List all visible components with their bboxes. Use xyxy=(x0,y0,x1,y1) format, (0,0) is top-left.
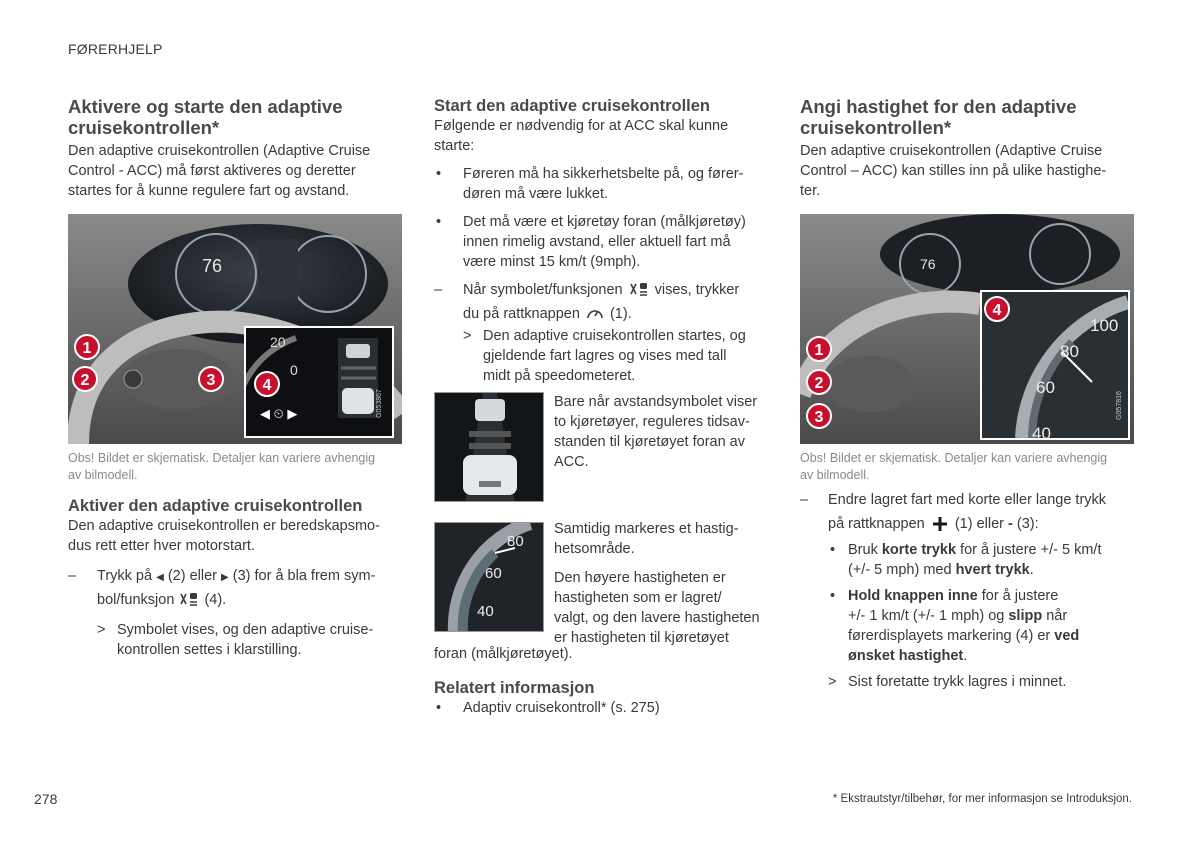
related-title: Relatert informasjon xyxy=(434,679,595,697)
footer-note: * Ekstrautstyr/tilbehør, for mer informasjon se Introduksjon. xyxy=(832,793,1132,805)
result-line: kontrollen settes i klarstilling. xyxy=(117,642,302,659)
col1-intro-line: startes for å kunne regulere fart og avstand. xyxy=(68,183,350,199)
step-text: du på rattknappen xyxy=(463,306,580,323)
step-text: (1). xyxy=(609,306,632,323)
col3-bullet-2 xyxy=(800,586,1140,666)
figure-distance-display xyxy=(434,392,544,502)
bullet-mark: • xyxy=(436,700,442,716)
col2-title: Start den adaptive cruisekontrollen xyxy=(434,97,710,115)
col1-subsection xyxy=(68,496,404,660)
callout-3: 3 xyxy=(198,366,224,392)
col3-result xyxy=(800,672,1140,692)
col1-result xyxy=(68,620,404,660)
fig3-line: er hastigheten til kjøretøyet xyxy=(554,630,729,646)
gauge-tick-80: 80 xyxy=(1060,342,1079,361)
bullet-mark: • xyxy=(830,542,836,558)
step-text: (1) eller xyxy=(954,516,1004,532)
speedometer-button-icon xyxy=(584,304,606,324)
gauge-tick-60: 60 xyxy=(485,565,502,582)
col3-intro-line: ter. xyxy=(800,183,821,199)
bullet-text: . xyxy=(963,648,968,664)
col1-intro-line: Den adaptive cruisekontrollen (Adaptive Cruise xyxy=(68,143,371,159)
result-mark: > xyxy=(463,328,472,345)
bullet-text: når xyxy=(1046,608,1068,624)
minus-icon: - xyxy=(1008,516,1013,532)
bullet-text: for å justere xyxy=(981,588,1059,604)
section-header: FØRERHJELP xyxy=(68,41,163,57)
col3-instructions xyxy=(800,490,1140,692)
bullet-line: døren må være lukket. xyxy=(463,186,609,202)
caption-line: Obs! Bildet er skjematisk. Detaljer kan variere avhengig xyxy=(800,451,1108,465)
caption-line: Obs! Bildet er skjematisk. Detaljer kan variere avhengig xyxy=(68,451,376,465)
step-text: (4). xyxy=(204,592,227,608)
figure-steering-wheel-acc xyxy=(68,214,402,444)
step-text: bol/funksjon xyxy=(97,592,175,608)
fig3-description-2 xyxy=(554,568,774,648)
inset-speed-bottom: 0 xyxy=(290,362,298,378)
bullet-text: . xyxy=(1029,562,1034,578)
caption-line: av bilmodell. xyxy=(800,468,870,482)
related-info xyxy=(434,678,770,718)
figure-id: G053867 xyxy=(376,389,384,418)
related-link[interactable]: Adaptiv cruisekontroll* (s. 275) xyxy=(463,700,660,716)
dash-mark: – xyxy=(800,492,809,508)
fig3-description xyxy=(554,519,774,648)
bullet-text-bold: ved xyxy=(1054,628,1080,644)
bullet-text-bold: hvert trykk xyxy=(955,562,1030,578)
step-text: Trykk på xyxy=(97,568,153,584)
callout-4: 4 xyxy=(254,371,280,397)
fig2-line: to kjøretøyer, reguleres tidsav- xyxy=(554,414,750,430)
col2-step xyxy=(434,280,770,324)
col2-intro-line: starte: xyxy=(434,138,475,154)
column-start xyxy=(434,96,770,386)
step-text: vises, trykker xyxy=(654,282,740,298)
bullet-text-bold: ønsket hastighet xyxy=(848,648,964,664)
result-line: midt på speedometeret. xyxy=(483,368,636,385)
col1-intro-line: Control - ACC) må først aktiveres og deretter xyxy=(68,163,356,179)
bullet-text: førerdisplayets markering (4) er xyxy=(848,628,1051,644)
col1-sub-intro-line: Den adaptive cruisekontrollen er beredskapsmo- xyxy=(68,518,380,534)
result-line: Symbolet vises, og den adaptive cruise- xyxy=(117,622,374,639)
fig2-description xyxy=(554,392,774,472)
inset-speed-top: 20 xyxy=(270,334,286,350)
fig3-line: hastigheten som er lagret/ xyxy=(554,590,722,606)
col1-title: Aktivere og starte den adaptive cruisekontrollen* xyxy=(68,96,343,138)
result-mark: > xyxy=(97,622,106,639)
col1-intro xyxy=(68,141,404,201)
result-mark: > xyxy=(828,674,837,690)
callout-3: 3 xyxy=(806,403,832,429)
col2-bullet-2 xyxy=(434,212,770,272)
figure-speed-readout: 76 xyxy=(202,256,223,276)
callout-2: 2 xyxy=(806,369,832,395)
column-activate xyxy=(68,96,404,201)
gauge-tick-40: 40 xyxy=(477,603,494,620)
gauge-tick-100: 100 xyxy=(1090,316,1119,335)
column-set-speed xyxy=(800,96,1136,201)
right-arrow-icon: ▶ xyxy=(221,572,229,583)
fig3-line: valgt, og den lavere hastigheten xyxy=(554,610,760,626)
col1-caption xyxy=(68,450,375,484)
plus-icon xyxy=(929,515,951,533)
col2-result xyxy=(434,326,770,386)
related-item[interactable] xyxy=(434,698,770,718)
bullet-text-bold: korte trykk xyxy=(881,542,957,558)
fig2-line: standen til kjøretøyet foran av xyxy=(554,434,745,450)
col3-intro-line: Control – ACC) kan stilles inn på ulike hastighe- xyxy=(800,163,1107,179)
bullet-text: (+/- 5 mph) med xyxy=(848,562,952,578)
bullet-mark: • xyxy=(436,214,442,230)
col3-intro-line: Den adaptive cruisekontrollen (Adaptive Cruise xyxy=(800,143,1103,159)
fig2-line: Bare når avstandsymbolet viser xyxy=(554,394,758,410)
col1-step xyxy=(68,566,404,610)
bullet-text: for å justere +/- 5 km/t xyxy=(960,542,1102,558)
bullet-line: være minst 15 km/t (9mph). xyxy=(463,254,641,270)
col1-sub-title: Aktiver den adaptive cruisekontrollen xyxy=(68,497,363,515)
distance-cars-illustration xyxy=(435,393,544,502)
fig2-line: ACC. xyxy=(554,454,589,470)
result-line: gjeldende fart lagres og vises med tall xyxy=(483,348,727,365)
bullet-line: Føreren må ha sikkerhetsbelte på, og fører- xyxy=(463,166,744,182)
step-text: (2) eller xyxy=(167,568,217,584)
gauge-tick-60: 60 xyxy=(1036,378,1055,397)
bullet-mark: • xyxy=(436,166,442,182)
callout-1: 1 xyxy=(74,334,100,360)
step-text: (3) for å bla frem sym- xyxy=(232,568,376,584)
result-line: Den adaptive cruisekontrollen startes, og xyxy=(483,328,746,345)
fig3-line: hetsområde. xyxy=(554,541,635,557)
bullet-mark: • xyxy=(830,588,836,604)
inset-acc-selector: ◀ ⏲ ▶ xyxy=(260,406,298,421)
col3-intro xyxy=(800,141,1136,201)
col1-sub-intro-line: dus rett etter hver motorstart. xyxy=(68,538,255,554)
step-text: på rattknappen xyxy=(828,516,925,532)
figure-speed-readout: 76 xyxy=(920,256,936,272)
col3-title: Angi hastighet for den adaptive cruisekontrollen* xyxy=(800,96,1077,138)
step-text: (3): xyxy=(1016,516,1039,532)
gauge-tick-40: 40 xyxy=(1032,424,1051,438)
step-text: Endre lagret fart med korte eller lange trykk xyxy=(828,492,1107,508)
callout-2: 2 xyxy=(72,366,98,392)
bullet-text-bold: Hold knappen inne xyxy=(848,588,978,604)
callout-4: 4 xyxy=(984,296,1010,322)
bullet-line: Det må være et kjøretøy foran (målkjøretøy) xyxy=(463,214,746,230)
caption-line: av bilmodell. xyxy=(68,468,138,482)
figure-set-speed xyxy=(800,214,1134,444)
page-number: 278 xyxy=(34,791,58,807)
bullet-text: Bruk xyxy=(848,542,878,558)
result-line: Sist foretatte trykk lagres i minnet. xyxy=(848,674,1067,690)
col3-step xyxy=(800,490,1140,534)
bullet-text-bold: slipp xyxy=(1008,608,1043,624)
figure-speed-range xyxy=(434,522,544,632)
col2-bullet-1 xyxy=(434,164,770,204)
callout-1: 1 xyxy=(806,336,832,362)
col3-caption xyxy=(800,450,1107,484)
left-arrow-icon: ◀ xyxy=(156,572,164,583)
acc-car-distance-icon xyxy=(627,280,651,300)
fig3-line: Den høyere hastigheten er xyxy=(554,570,726,586)
col2-intro-line: Følgende er nødvendig for at ACC skal kunne xyxy=(434,118,729,134)
figure-id: G057816 xyxy=(1116,391,1124,420)
step-text: Når symbolet/funksjonen xyxy=(463,282,623,298)
bullet-text: +/- 1 km/t (+/- 1 mph) og xyxy=(848,608,1005,624)
fig3-description-end: foran (målkjøretøyet). xyxy=(434,646,573,662)
bullet-line: innen rimelig avstand, eller aktuell fart må xyxy=(463,234,731,250)
dash-mark: – xyxy=(68,568,77,584)
gauge-tick-80: 80 xyxy=(507,533,524,550)
fig3-line: Samtidig markeres et hastig- xyxy=(554,521,739,537)
dash-mark: – xyxy=(434,282,443,298)
col3-bullet-1 xyxy=(800,540,1140,580)
acc-car-distance-icon xyxy=(178,590,200,610)
